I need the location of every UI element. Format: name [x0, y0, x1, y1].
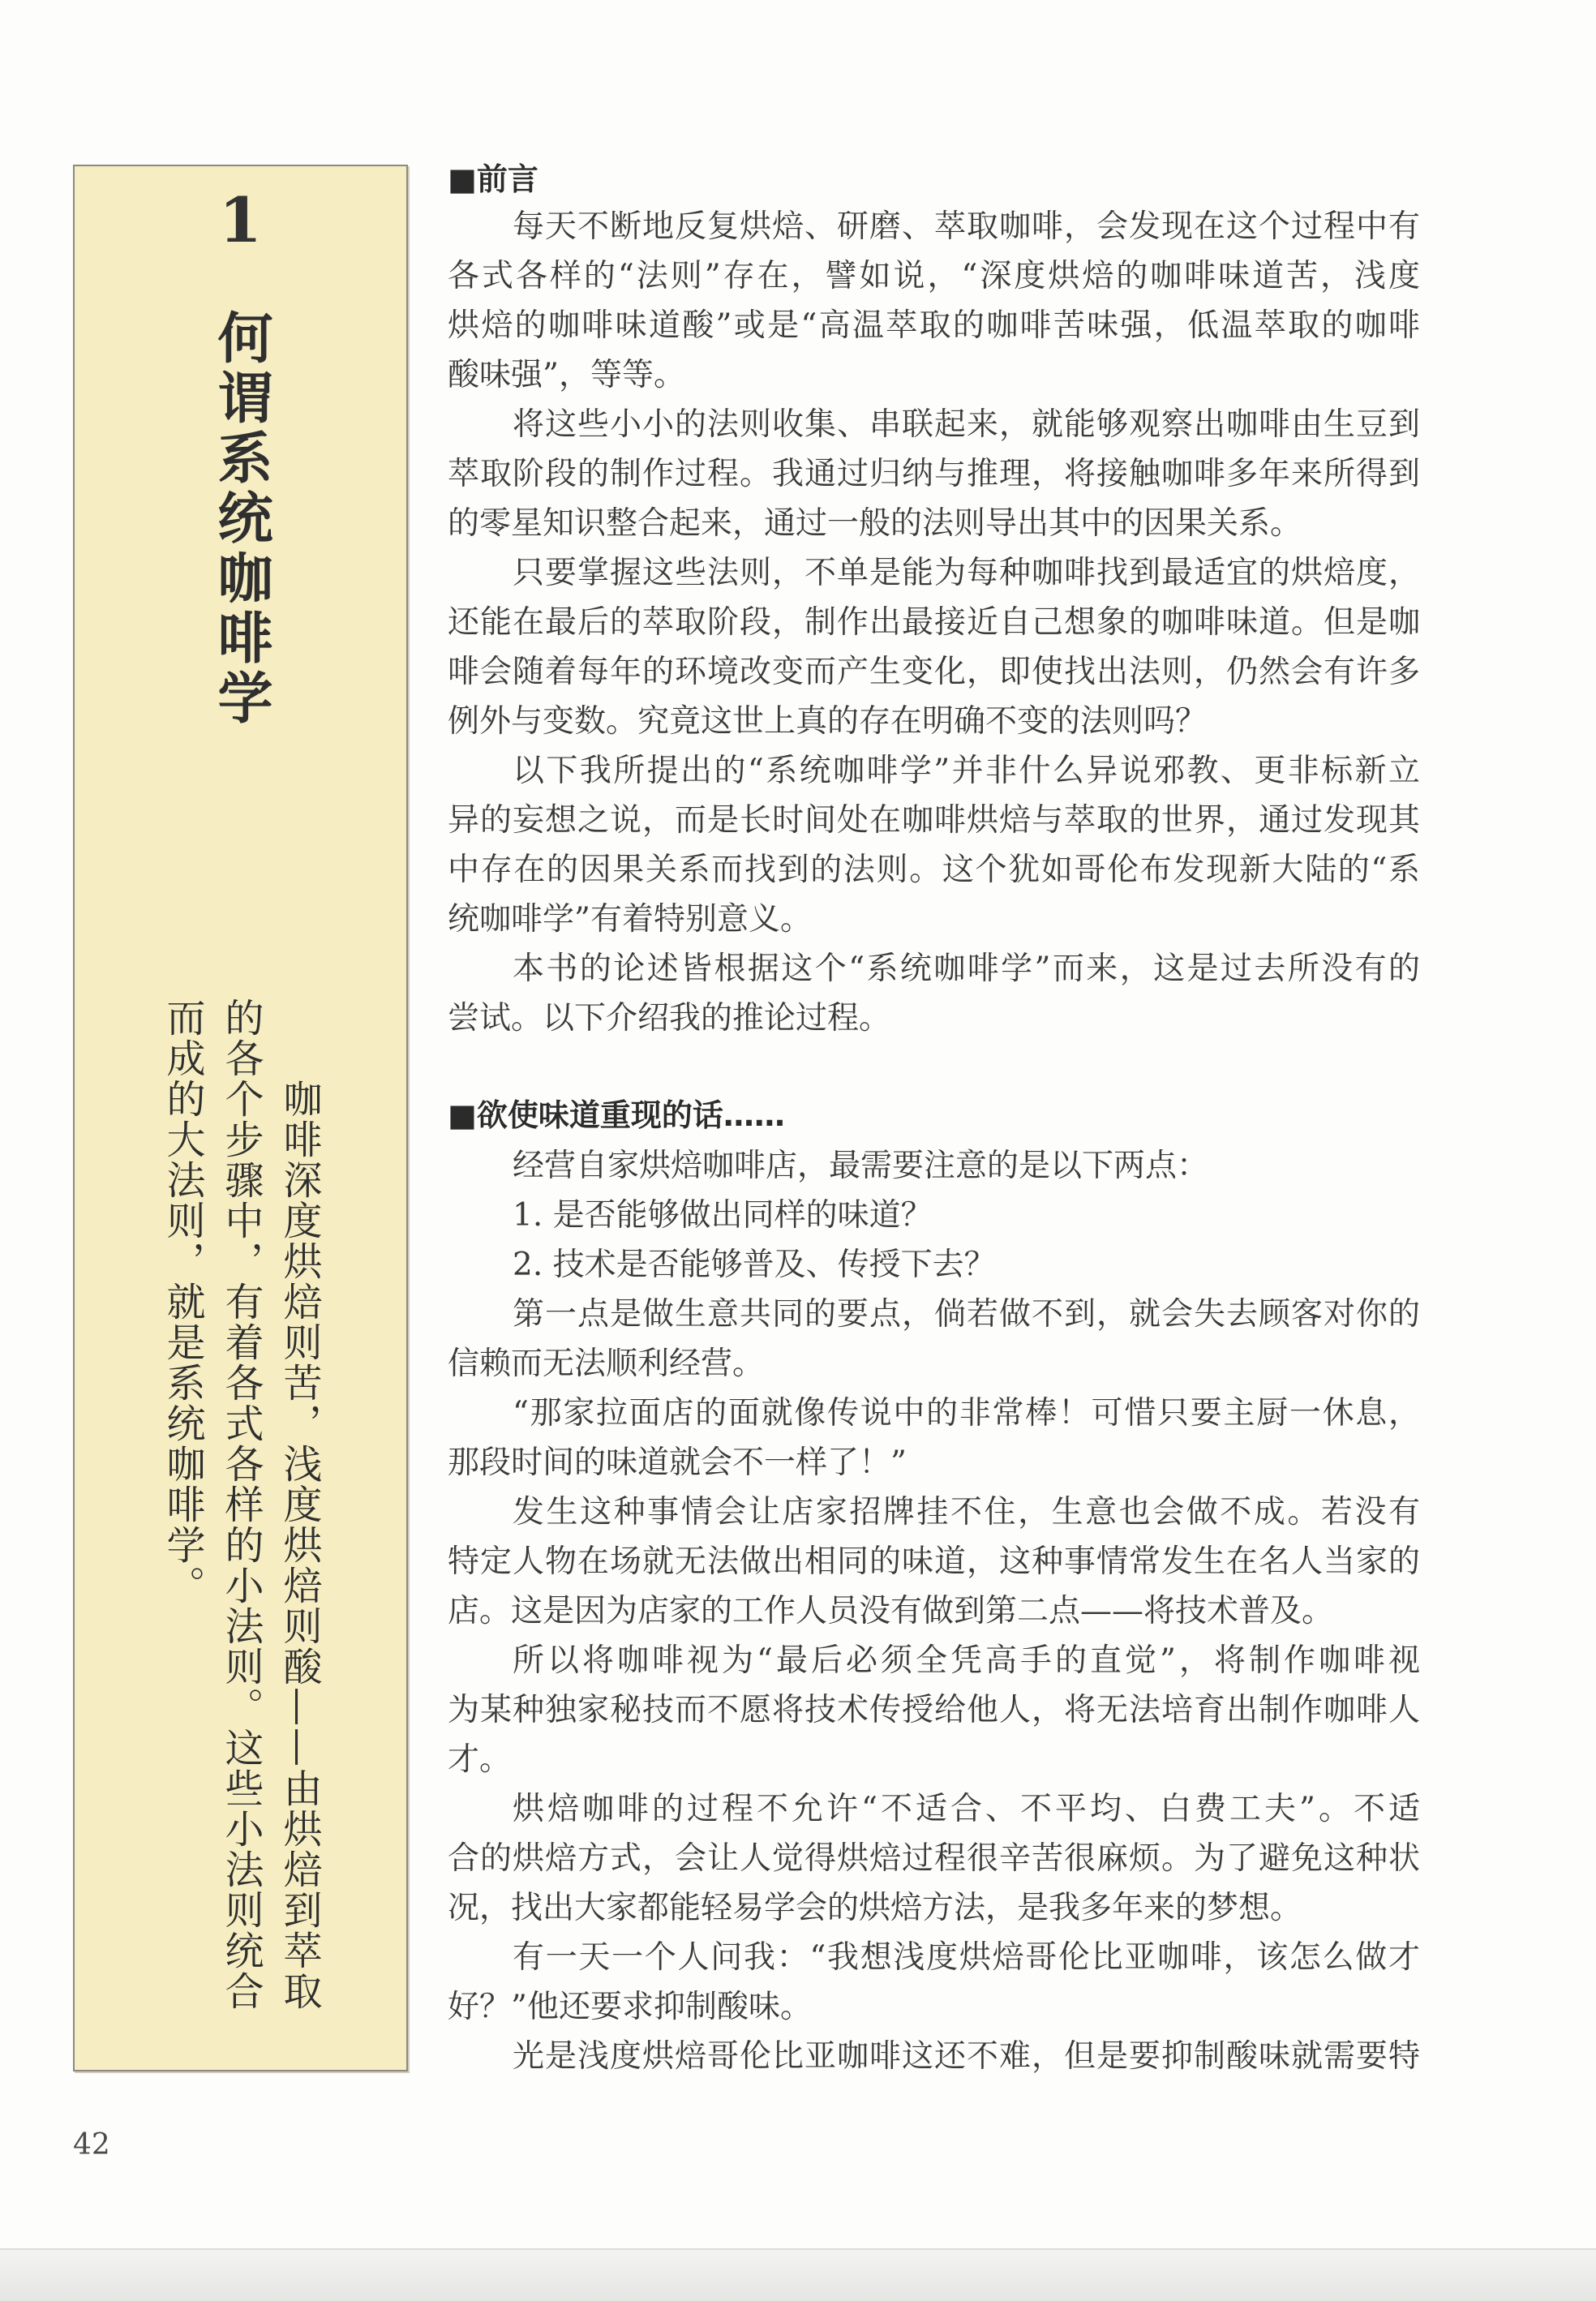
- chapter-summary-column: 的各个步骤中，有着各式各样的小法则。这些小法则统合: [218, 998, 264, 2011]
- chapter-summary-column: 咖啡深度烘焙则苦，浅度烘焙则酸——由烘焙到萃取: [277, 1079, 322, 2011]
- body-text-line: 发生这种事情会让店家招牌挂不住，生意也会做不成。若没有: [513, 1494, 1420, 1530]
- section-heading: ■前言: [448, 161, 538, 197]
- section-heading: ■欲使味道重现的话……: [448, 1097, 785, 1133]
- chapter-summary-column: 而成的大法则，就是系统咖啡学。: [160, 998, 205, 1606]
- body-text-line: 尝试。以下介绍我的推论过程。: [448, 1000, 891, 1037]
- body-text-line: 例外与变数。究竟这世上真的存在明确不变的法则吗？: [448, 703, 1208, 740]
- body-text-line: 中存在的因果关系而找到的法则。这个犹如哥伦布发现新大陆的“系: [448, 852, 1420, 888]
- body-text-line: 第一点是做生意共同的要点，倘若做不到，就会失去顾客对你的: [513, 1296, 1420, 1333]
- body-text-line: 才。: [448, 1741, 512, 1778]
- body-text-line: 统咖啡学”有着特别意义。: [448, 901, 812, 938]
- body-text-line: 各式各样的“法则”存在，譬如说，“深度烘焙的咖啡味道苦，浅度: [448, 258, 1420, 294]
- body-text-line: 经营自家烘焙咖啡店，最需要注意的是以下两点：: [513, 1148, 1209, 1184]
- main-text: [448, 157, 1420, 2081]
- body-text-line: 啡会随着每年的环境改变而产生变化，即使找出法则，仍然会有许多: [448, 654, 1420, 690]
- body-text-line: 2. 技术是否能够普及、传授下去？: [513, 1247, 996, 1283]
- body-text-line: 1. 是否能够做出同样的味道？: [513, 1197, 933, 1234]
- body-text-line: 合的烘焙方式，会让人觉得烘焙过程很辛苦很麻烦。为了避免这种状: [448, 1840, 1420, 1877]
- body-text-line: 光是浅度烘焙哥伦比亚咖啡这还不难，但是要抑制酸味就需要特: [513, 2038, 1420, 2075]
- chapter-number: 1: [219, 184, 262, 256]
- body-text-line: 特定人物在场就无法做出相同的味道，这种事情常发生在名人当家的: [448, 1543, 1420, 1580]
- body-text-line: 的零星知识整合起来，通过一般的法则导出其中的因果关系。: [448, 505, 1302, 542]
- body-text-line: 酸味强”，等等。: [448, 357, 685, 393]
- chapter-summary: [153, 998, 328, 2028]
- scan-edge: [0, 2248, 1596, 2301]
- body-text-line: 只要掌握这些法则，不单是能为每种咖啡找到最适宜的烘焙度，: [513, 555, 1420, 591]
- section-reproducing-taste: [448, 1093, 1420, 2081]
- body-text-line: 烘焙咖啡的过程不允许“不适合、不平均、白费工夫”。不适: [513, 1791, 1420, 1827]
- body-text-line: 烘焙的咖啡味道酸”或是“高温萃取的咖啡苦味强，低温萃取的咖啡: [448, 307, 1420, 344]
- body-text-line: “那家拉面店的面就像传说中的非常棒！可惜只要主厨一休息，: [513, 1395, 1420, 1432]
- body-text-line: 况，找出大家都能轻易学会的烘焙方法，是我多年来的梦想。: [448, 1890, 1302, 1926]
- body-text-line: 将这些小小的法则收集、串联起来，就能够观察出咖啡由生豆到: [513, 406, 1420, 443]
- section-preface: [448, 157, 1420, 1043]
- body-text-line: 那段时间的味道就会不一样了！”: [448, 1445, 907, 1481]
- body-text-line: 还能在最后的萃取阶段，制作出最接近自己想象的咖啡味道。但是咖: [448, 604, 1420, 641]
- body-text-line: 店。这是因为店家的工作人员没有做到第二点——将技术普及。: [448, 1593, 1334, 1629]
- body-text-line: 所以将咖啡视为“最后必须全凭高手的直觉”，将制作咖啡视: [513, 1642, 1420, 1679]
- body-text-line: 好？”他还要求抑制酸味。: [448, 1989, 812, 2025]
- body-text-line: 本书的论述皆根据这个“系统咖啡学”而来，这是过去所没有的: [513, 951, 1420, 987]
- body-text-line: 萃取阶段的制作过程。我通过归纳与推理，将接触咖啡多年来所得到: [448, 456, 1420, 492]
- chapter-sidebar: [73, 165, 408, 2071]
- body-text-line: 异的妄想之说，而是长时间处在咖啡烘焙与萃取的世界，通过发现其: [448, 802, 1420, 839]
- page-number: 42: [73, 2128, 110, 2161]
- body-text-line: 信赖而无法顺利经营。: [448, 1346, 765, 1382]
- chapter-title: 何谓系统咖啡学: [208, 309, 273, 729]
- body-text-line: 为某种独家秘技而不愿将技术传授给他人，将无法培育出制作咖啡人: [448, 1692, 1420, 1728]
- body-text-line: 有一天一个人问我：“我想浅度烘焙哥伦比亚咖啡，该怎么做才: [513, 1939, 1420, 1976]
- body-text-line: 以下我所提出的“系统咖啡学”并非什么异说邪教、更非标新立: [513, 753, 1420, 789]
- body-text-line: 每天不断地反复烘焙、研磨、萃取咖啡，会发现在这个过程中有: [513, 208, 1420, 245]
